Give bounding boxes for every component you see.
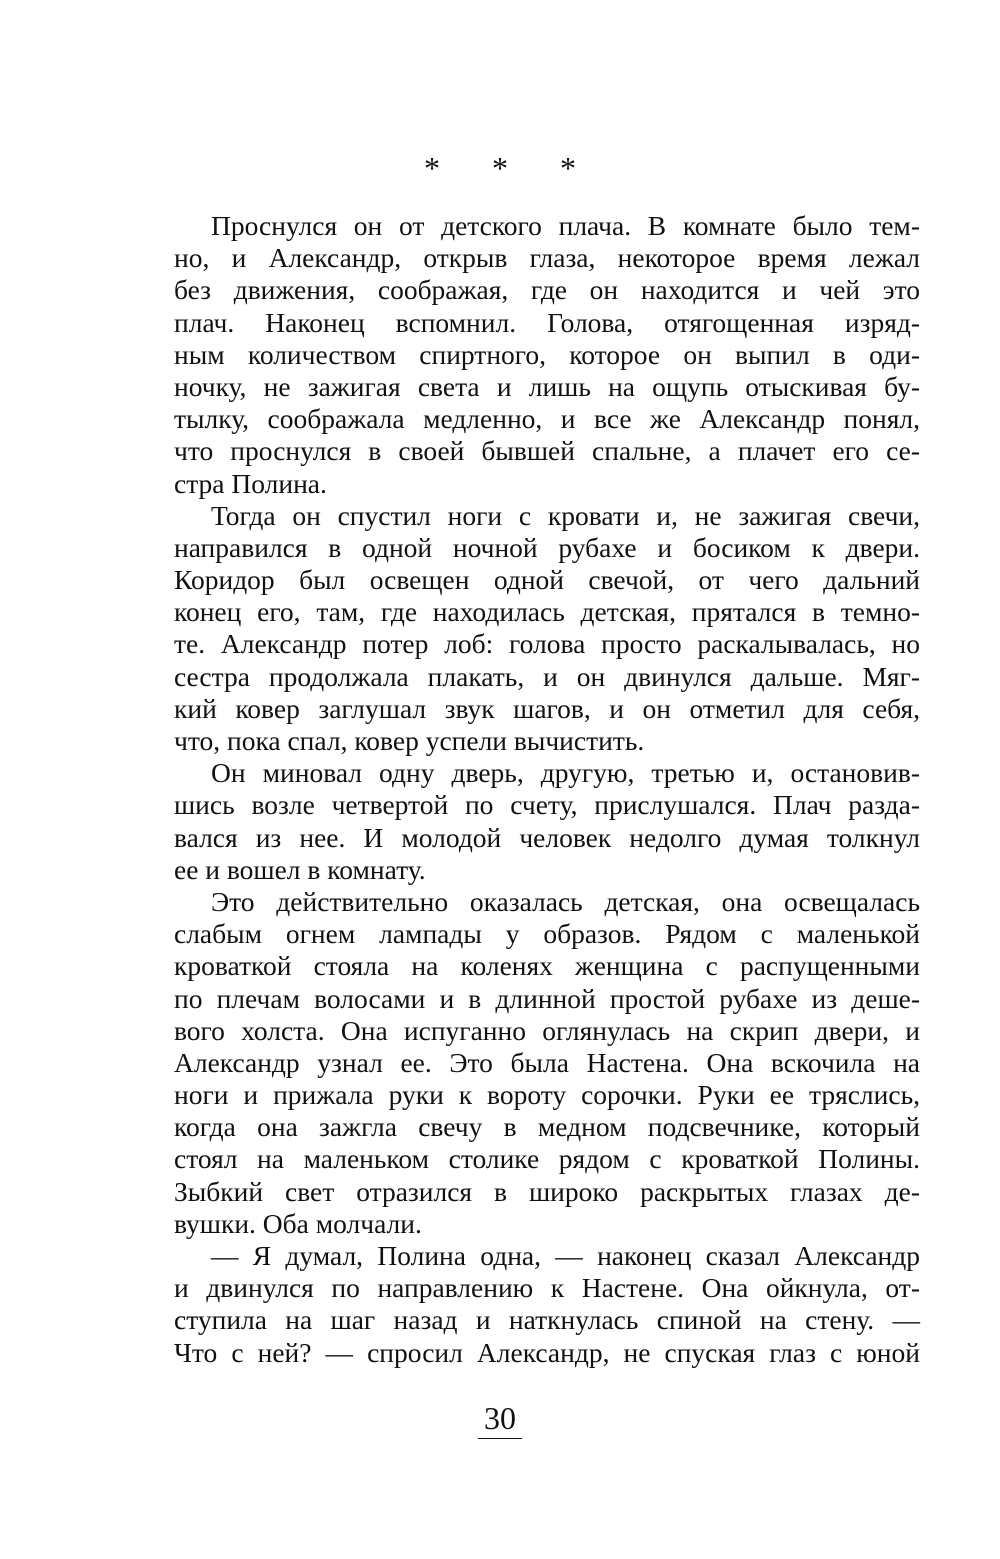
text-line: Тогда он спустил ноги с кровати и, не зажигая свечи, <box>211 499 920 531</box>
text-line: ее и вошел в комнату. <box>174 853 426 885</box>
text-line: вушки. Оба молчали. <box>174 1207 422 1239</box>
text-line: Зыбкий свет отразился в широко раскрытых глазах де- <box>174 1175 920 1207</box>
text-line: Что с ней? — спросил Александр, не спуская глаз с юной <box>174 1336 920 1368</box>
body-text <box>174 210 920 1369</box>
text-line: тылку, соображала медленно, и все же Александр понял, <box>174 403 920 435</box>
text-line: кроваткой стояла на коленях женщина с распущенными <box>174 950 920 982</box>
text-line: и двинулся по направлению к Настене. Она ойкнула, от- <box>174 1272 920 1304</box>
text-line: вался из нее. И молодой человек недолго думая толкнул <box>174 821 920 853</box>
text-line: сестра продолжала плакать, и он двинулся дальше. Мяг- <box>174 660 920 692</box>
text-line: ночку, не зажигая света и лишь на ощупь отыскивая бу- <box>174 370 920 402</box>
text-line: стоял на маленьком столике рядом с кроваткой Полины. <box>174 1143 920 1175</box>
text-line: ным количеством спиртного, которое он выпил в оди- <box>174 338 920 370</box>
text-line: те. Александр потер лоб: голова просто раскалывалась, но <box>174 628 920 660</box>
text-line: вого холста. Она испуганно оглянулась на скрип двери, и <box>174 1014 920 1046</box>
text-line: плач. Наконец вспомнил. Голова, отягощенная изряд- <box>174 306 920 338</box>
text-line: направился в одной ночной рубахе и босиком к двери. <box>174 531 920 563</box>
text-line: ступила на шаг назад и наткнулась спиной на стену. — <box>174 1304 920 1336</box>
text-line: Это действительно оказалась детская, она освещалась <box>211 885 920 917</box>
page-number-value: 30 <box>478 1398 522 1439</box>
text-line: слабым огнем лампады у образов. Рядом с маленькой <box>174 918 920 950</box>
text-line: стра Полина. <box>174 467 327 499</box>
text-line: Коридор был освещен одной свечой, от чего дальний <box>174 564 920 596</box>
text-line: шись возле четвертой по счету, прислушался. Плач разда- <box>174 789 920 821</box>
text-line: Проснулся он от детского плача. В комнате было тем- <box>211 210 920 241</box>
text-line: по плечам волосами и в длинной простой рубахе из деше- <box>174 982 920 1014</box>
text-line: что проснулся в своей бывшей спальне, а плачет его се- <box>174 435 920 467</box>
text-line: Он миновал одну дверь, другую, третью и, остановив- <box>211 757 920 789</box>
text-line: — Я думал, Полина одна, — наконец сказал Александр <box>211 1240 920 1271</box>
text-line: что, пока спал, ковер успели вычистить. <box>174 725 645 756</box>
text-line: без движения, соображая, где он находится и чей это <box>174 274 920 306</box>
text-line: кий ковер заглушал звук шагов, и он отметил для себя, <box>174 692 920 724</box>
page-number <box>0 1398 1000 1439</box>
text-line: Александр узнал ее. Это была Настена. Она вскочила на <box>174 1046 920 1078</box>
text-line: ноги и прижала руки к вороту сорочки. Руки ее тряслись, <box>174 1079 920 1111</box>
text-line: конец его, там, где находилась детская, прятался в темно- <box>174 596 920 628</box>
section-separator: * * * <box>424 150 598 186</box>
text-line: но, и Александр, открыв глаза, некоторое время лежал <box>174 242 920 274</box>
text-line: когда она зажгла свечу в медном подсвечнике, который <box>174 1111 920 1143</box>
